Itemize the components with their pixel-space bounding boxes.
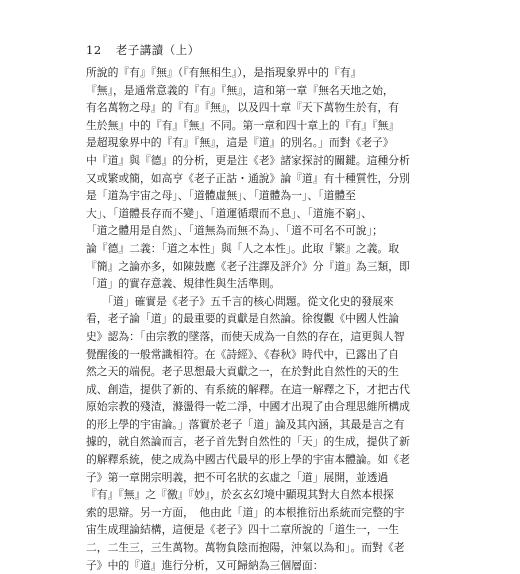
text-line: 有名萬物之母』的『有』『無』，以及四十章『天下萬物生於有，有 — [86, 101, 400, 115]
text-line: 據的，就自然論而言，老子首先對自然性的「天」的生成，提供了新 — [86, 435, 410, 449]
body-text — [86, 64, 448, 574]
page-number: 12 — [86, 43, 102, 57]
text-line: 論『德』二義：「道之本性」與「人之本性」。此取『繁』之義。取 — [86, 241, 400, 255]
text-line: 是超現象界中的『有』『無』，這是『道』的別名。」而對《老子》 — [86, 136, 394, 150]
text-line: 然之天的端倪。老子思想最大貢獻之一，在於對此自然性的天的生 — [86, 365, 400, 379]
text-line: 宙生成理論結構，這便是《老子》四十二章所說的「道生一，一生 — [86, 523, 400, 537]
text-line: 原始宗教的殘渣，滌盪得一乾二淨，中國才出現了由合理思維所構成 — [86, 400, 410, 414]
text-line: 二，二生三，三生萬物。萬物負陰而抱陽，沖氣以為和」。而對《老 — [86, 541, 405, 555]
text-line: 『有』『無』之『徼』『妙』，於玄玄幻境中顯現其對大自然本根探 — [86, 488, 394, 502]
page-header — [86, 42, 200, 58]
text-line: 子》中的『道』進行分析，又可歸納為三個層面： — [86, 558, 324, 572]
text-line: 「道之體用是自然」、「道無為而無不為」、「道不可名不可說」； — [86, 224, 383, 238]
text-line: 索的思辯。另一方面， 他由此「道」的本根推衍出系統而完整的宇 — [86, 505, 405, 519]
running-title: 老子講讀（上） — [115, 43, 200, 57]
text-line: 覺醒後的一般常識相符。在《詩經》、《春秋》時代中，已露出了自 — [86, 347, 400, 361]
text-line: 又或繁或簡，如高亨《老子正詁・通說》論『道』有十種質性，分別 — [86, 171, 410, 185]
text-line: 『簡』之論亦多，如陳鼓應《老子注譯及評介》分『道』為三類，即 — [86, 259, 410, 273]
text-line: 史》認為：「由宗教的墜落，而使天成為一自然的存在，這更與人智 — [86, 329, 405, 343]
text-line: 子》第一章開宗明義，把不可名狀的玄虛之「道」展開，並透過 — [86, 470, 389, 484]
text-line: 「道」確實是《老子》五千言的核心問題。從文化史的發展來 — [86, 294, 394, 308]
text-line: 的解釋系統，使之成為中國古代最早的形上學的宇宙本體論。如《老 — [86, 453, 410, 467]
text-line: 『無』，是通常意義的『有』『無』，這和第一章『無名天地之始， — [86, 83, 394, 97]
text-line: 所說的『有』『無』（『有無相生』），是指現象界中的『有』 — [86, 66, 362, 79]
text-line: 是「道為宇宙之母」、「道體虛無」、「道體為一」、「道體至 — [86, 189, 356, 203]
text-line: 大」、「道體長存而不變」、「道運循環而不息」、「道施不窮」、 — [86, 206, 373, 220]
text-line: 「道」的實存意義、規律性與生活準則。 — [86, 277, 281, 291]
text-line: 成、創造，提供了新的、有系統的解釋。在這一解釋之下，才把古代 — [86, 382, 410, 396]
text-line: 看，老子論「道」的最重要的貢獻是自然論。徐復觀《中國人性論 — [86, 312, 400, 326]
text-line: 生於無』中的『有』『無』不同。第一章和四十章上的『有』『無』 — [86, 118, 400, 132]
text-line: 的形上學的宇宙論。」落實於老子「道」論及其內涵，其最是言之有 — [86, 417, 405, 431]
text-line: 中『道』與『德』的分析，更是注《老》諸家探討的關鍵。這種分析 — [86, 153, 410, 167]
